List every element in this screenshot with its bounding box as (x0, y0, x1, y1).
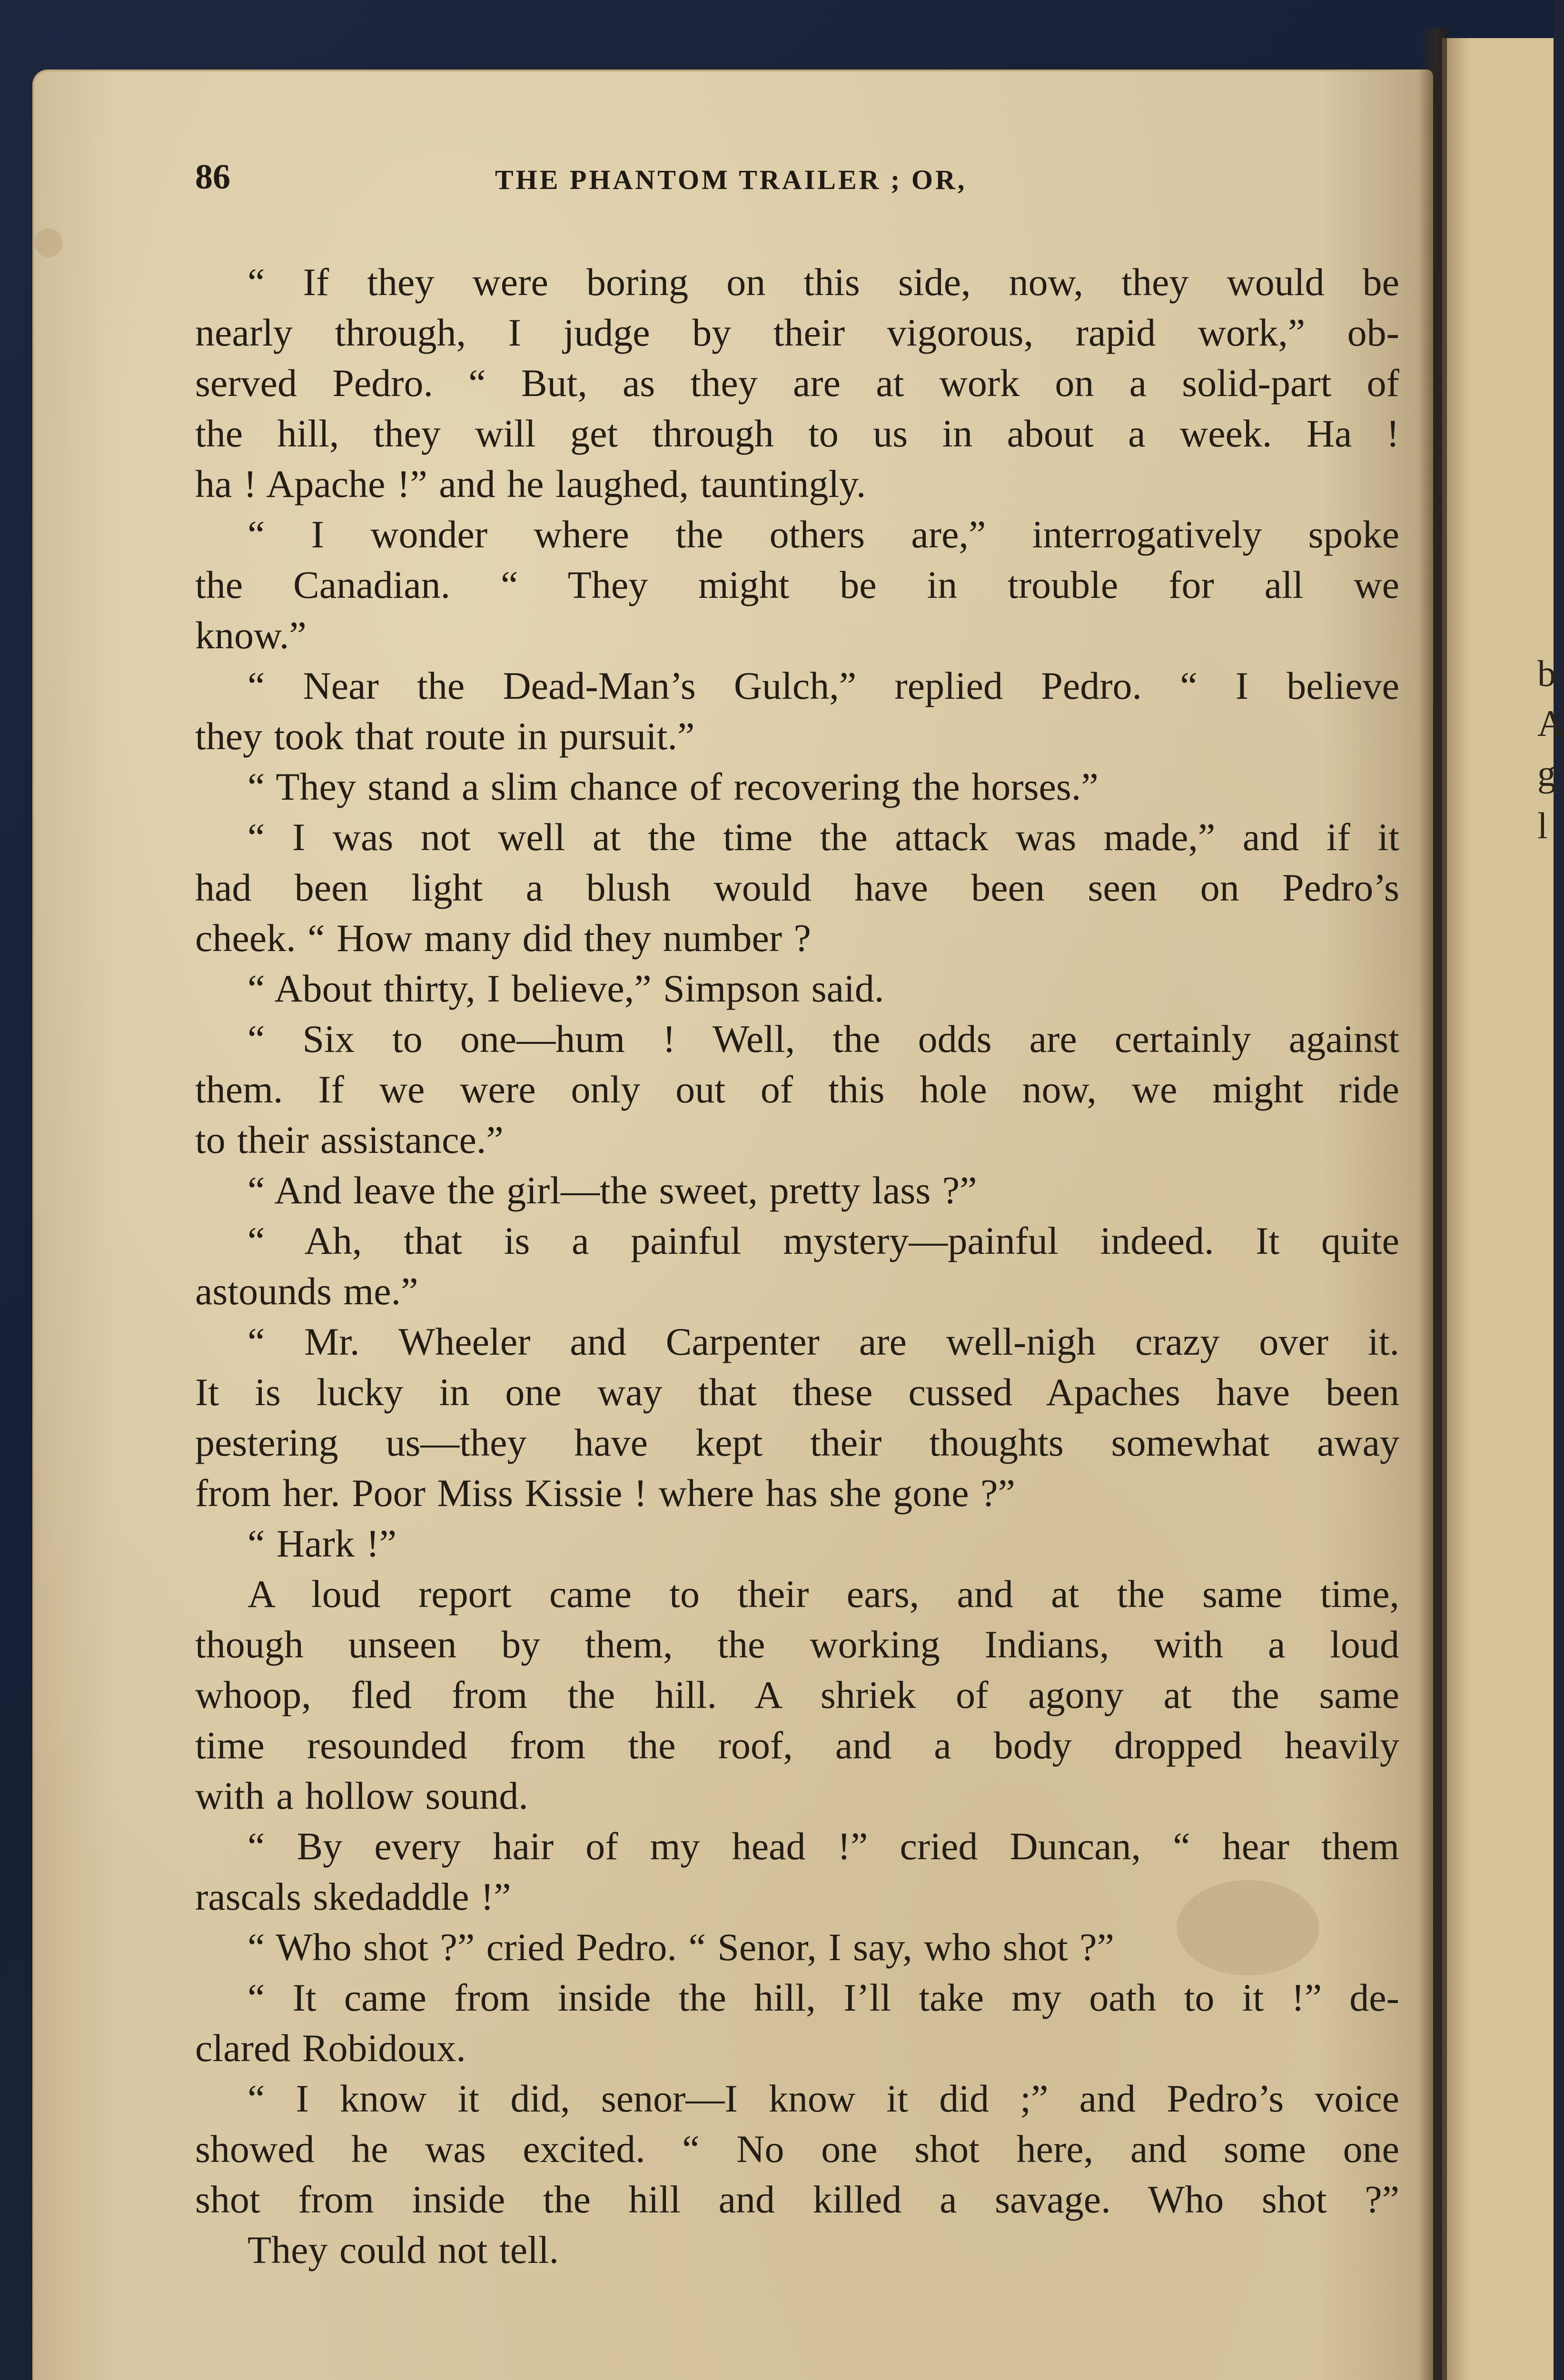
text-line: “ Near the Dead-Man’s Gulch,” replied Pedro. “ I believe (247, 664, 1399, 707)
adjacent-page-edge (1442, 38, 1564, 2380)
text-line: showed he was excited. “ No one shot here, and some one (195, 2127, 1399, 2171)
text-line: served Pedro. “ But, as they are at work on a solid-part of (195, 361, 1399, 405)
text-line: “ Ah, that is a painful mystery—painful indeed. It quite (247, 1219, 1399, 1262)
text-line: It is lucky in one way that these cussed Apaches have been (195, 1370, 1399, 1414)
book-gutter (1418, 29, 1447, 2380)
text-line: They could not tell. (247, 2228, 559, 2271)
text-line: “ Six to one—hum ! Well, the odds are certainly against (247, 1017, 1399, 1061)
ink-spot (34, 228, 63, 257)
text-line: with a hollow sound. (195, 1774, 528, 1817)
text-line: time resounded from the roof, and a body dropped heavily (195, 1724, 1399, 1767)
text-line: “ I was not well at the time the attack was made,” and if it (247, 815, 1399, 859)
text-line: “ Who shot ?” cried Pedro. “ Senor, I say, who shot ?” (247, 1925, 1114, 1969)
page-header (162, 157, 1409, 209)
text-line: had been light a blush would have been seen on Pedro’s (195, 866, 1399, 909)
text-line: clared Robidoux. (195, 2026, 466, 2070)
text-line: the Canadian. “ They might be in trouble for all we (195, 563, 1399, 606)
text-line: “ Mr. Wheeler and Carpenter are well-nigh crazy over it. (247, 1320, 1399, 1363)
text-line: them. If we were only out of this hole now, we might ride (195, 1068, 1399, 1111)
text-line: A loud report came to their ears, and at the same time, (247, 1572, 1399, 1616)
text-line: “ I know it did, senor—I know it did ;” and Pedro’s voice (247, 2077, 1399, 2120)
text-line: “ Hark !” (247, 1522, 397, 1565)
text-line: though unseen by them, the working Indians, with a loud (195, 1623, 1399, 1666)
text-line: nearly through, I judge by their vigorous, rapid work,” ob- (195, 311, 1399, 354)
text-line: astounds me.” (195, 1269, 418, 1313)
adjacent-page-fragment: g (1537, 753, 1556, 794)
page-number: 86 (195, 158, 230, 197)
text-line: whoop, fled from the hill. A shriek of agony at the same (195, 1673, 1399, 1716)
adjacent-page-fragment: A (1537, 703, 1564, 744)
text-line: from her. Poor Miss Kissie ! where has she gone ?” (195, 1471, 1015, 1515)
text-line: “ It came from inside the hill, I’ll take my oath to it !” de- (247, 1976, 1399, 2019)
adjacent-page-fragment: l (1537, 805, 1548, 846)
text-line: rascals skedaddle !” (195, 1875, 511, 1918)
adjacent-page-fragment: b (1537, 653, 1556, 694)
text-line: to their assistance.” (195, 1118, 504, 1161)
text-line: “ I wonder where the others are,” interrogatively spoke (247, 513, 1399, 556)
text-line: pestering us—they have kept their thoughts somewhat away (195, 1421, 1399, 1464)
text-line: “ By every hair of my head !” cried Duncan, “ hear them (247, 1825, 1399, 1868)
text-line: they took that route in pursuit.” (195, 714, 695, 758)
text-line: “ And leave the girl—the sweet, pretty lass ?” (247, 1169, 977, 1212)
text-line: the hill, they will get through to us in about a week. Ha ! (195, 412, 1399, 455)
text-line: “ They stand a slim chance of recovering the horses.” (247, 765, 1099, 808)
text-line: “ If they were boring on this side, now, they would be (247, 260, 1399, 304)
running-title: THE PHANTOM TRAILER ; OR, (495, 164, 967, 195)
text-line: know.” (195, 614, 307, 657)
text-line: ha ! Apache !” and he laughed, tauntingly. (195, 462, 866, 506)
text-line: “ About thirty, I believe,” Simpson said. (247, 967, 884, 1010)
text-line: shot from inside the hill and killed a savage. Who shot ?” (195, 2178, 1399, 2221)
body-text (195, 257, 1399, 2275)
text-line: cheek. “ How many did they number ? (195, 916, 812, 960)
